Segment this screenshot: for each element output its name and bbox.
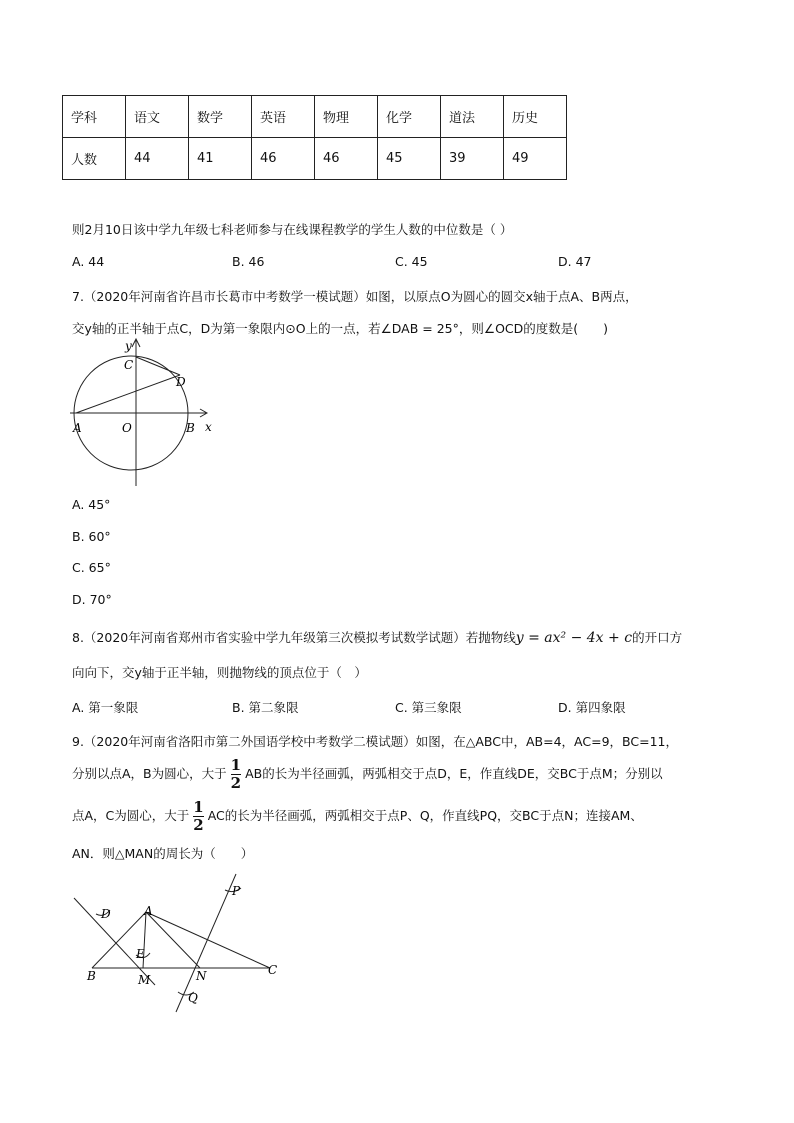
table-cell: 41 (189, 138, 252, 180)
table-cell: 45 (378, 138, 441, 180)
label-m: M (138, 973, 151, 987)
label-d: D (176, 375, 186, 389)
label-p: P (232, 884, 241, 898)
parabola-formula: y = ax² − 4x + c (515, 630, 633, 646)
table-cell: 化学 (378, 96, 441, 138)
q9-line3: 点A，C为圆心，大于 $\frac{1}{2}$ AC的长为半径画弧，两弧相交于点P、Q，作直线PQ，交BC于点N；连接AM、 (72, 798, 643, 834)
label-b: B (186, 421, 195, 435)
table-cell: 学科 (63, 96, 126, 138)
q9-line1: 9.（2020年河南省洛阳市第二外国语学校中考数学二模试题）如图，在△ABC中，AB=4，AC=9，BC=11， (72, 734, 678, 749)
q6-option-d: D. 47 (558, 254, 592, 269)
label-b2: B (87, 969, 96, 983)
label-a2: A (144, 904, 153, 918)
fraction-half: $\frac{1}{2}$ (193, 798, 204, 834)
table-cell: 人数 (63, 138, 126, 180)
q8-option-d: D. 第四象限 (558, 700, 626, 715)
label-o: O (122, 421, 132, 435)
table-cell: 道法 (441, 96, 504, 138)
q9-line2: 分别以点A，B为圆心，大于 $\frac{1}{2}$ AB的长为半径画弧，两弧相交于点D，E，作直线DE，交BC于点M；分别以 (72, 756, 663, 792)
q8-line1: 8.（2020年河南省郑州市省实验中学九年级第三次模拟考试数学试题）若抛物线y = ax² − 4x + c的开口方 (72, 630, 683, 646)
q7-option-b: B. 60° (72, 529, 111, 544)
table-cell: 数学 (189, 96, 252, 138)
table-cell: 46 (252, 138, 315, 180)
label-x: x (205, 420, 212, 434)
table-cell: 44 (126, 138, 189, 180)
table-cell: 语文 (126, 96, 189, 138)
q6-option-a: A. 44 (72, 254, 105, 269)
fraction-half: $\frac{1}{2}$ (230, 756, 242, 792)
table-cell: 英语 (252, 96, 315, 138)
q7-line1: 7.（2020年河南省许昌市长葛市中考数学一模试题）如图，以原点O为圆心的圆交x轴于点A、B两点， (72, 289, 638, 304)
q7-option-a: A. 45° (72, 497, 111, 512)
q8-option-c: C. 第三象限 (395, 700, 462, 715)
q7-option-d: D. 70° (72, 592, 112, 607)
label-c2: C (268, 963, 278, 977)
q8-option-a: A. 第一象限 (72, 700, 139, 715)
label-e: E (136, 947, 145, 961)
triangle-figure (74, 874, 270, 1012)
q8-option-b: B. 第二象限 (232, 700, 299, 715)
label-d2: D (101, 907, 111, 921)
label-c: C (124, 358, 134, 372)
q7-option-c: C. 65° (72, 560, 111, 575)
q7-line2: 交y轴的正半轴于点C，D为第一象限内⊙O上的一点，若∠DAB = 25°，则∠OCD的度数是( ) (72, 321, 609, 336)
label-a: A (73, 421, 82, 435)
q6-stem: 则2月10日该中学九年级七科老师参与在线课程教学的学生人数的中位数是（ ） (72, 222, 513, 237)
table-cell: 46 (315, 138, 378, 180)
table-cell: 历史 (504, 96, 567, 138)
label-q: Q (188, 991, 198, 1005)
table-cell: 39 (441, 138, 504, 180)
q6-option-c: C. 45 (395, 254, 428, 269)
table-cell: 物理 (315, 96, 378, 138)
q9-line4: AN．则△MAN的周长为（ ） (72, 846, 254, 861)
label-y: y (125, 339, 132, 353)
circle-figure (70, 339, 207, 486)
q6-option-b: B. 46 (232, 254, 265, 269)
label-n: N (196, 969, 207, 983)
table-cell: 49 (504, 138, 567, 180)
q8-line2: 向向下，交y轴于正半轴，则抛物线的顶点位于（ ） (72, 665, 367, 680)
